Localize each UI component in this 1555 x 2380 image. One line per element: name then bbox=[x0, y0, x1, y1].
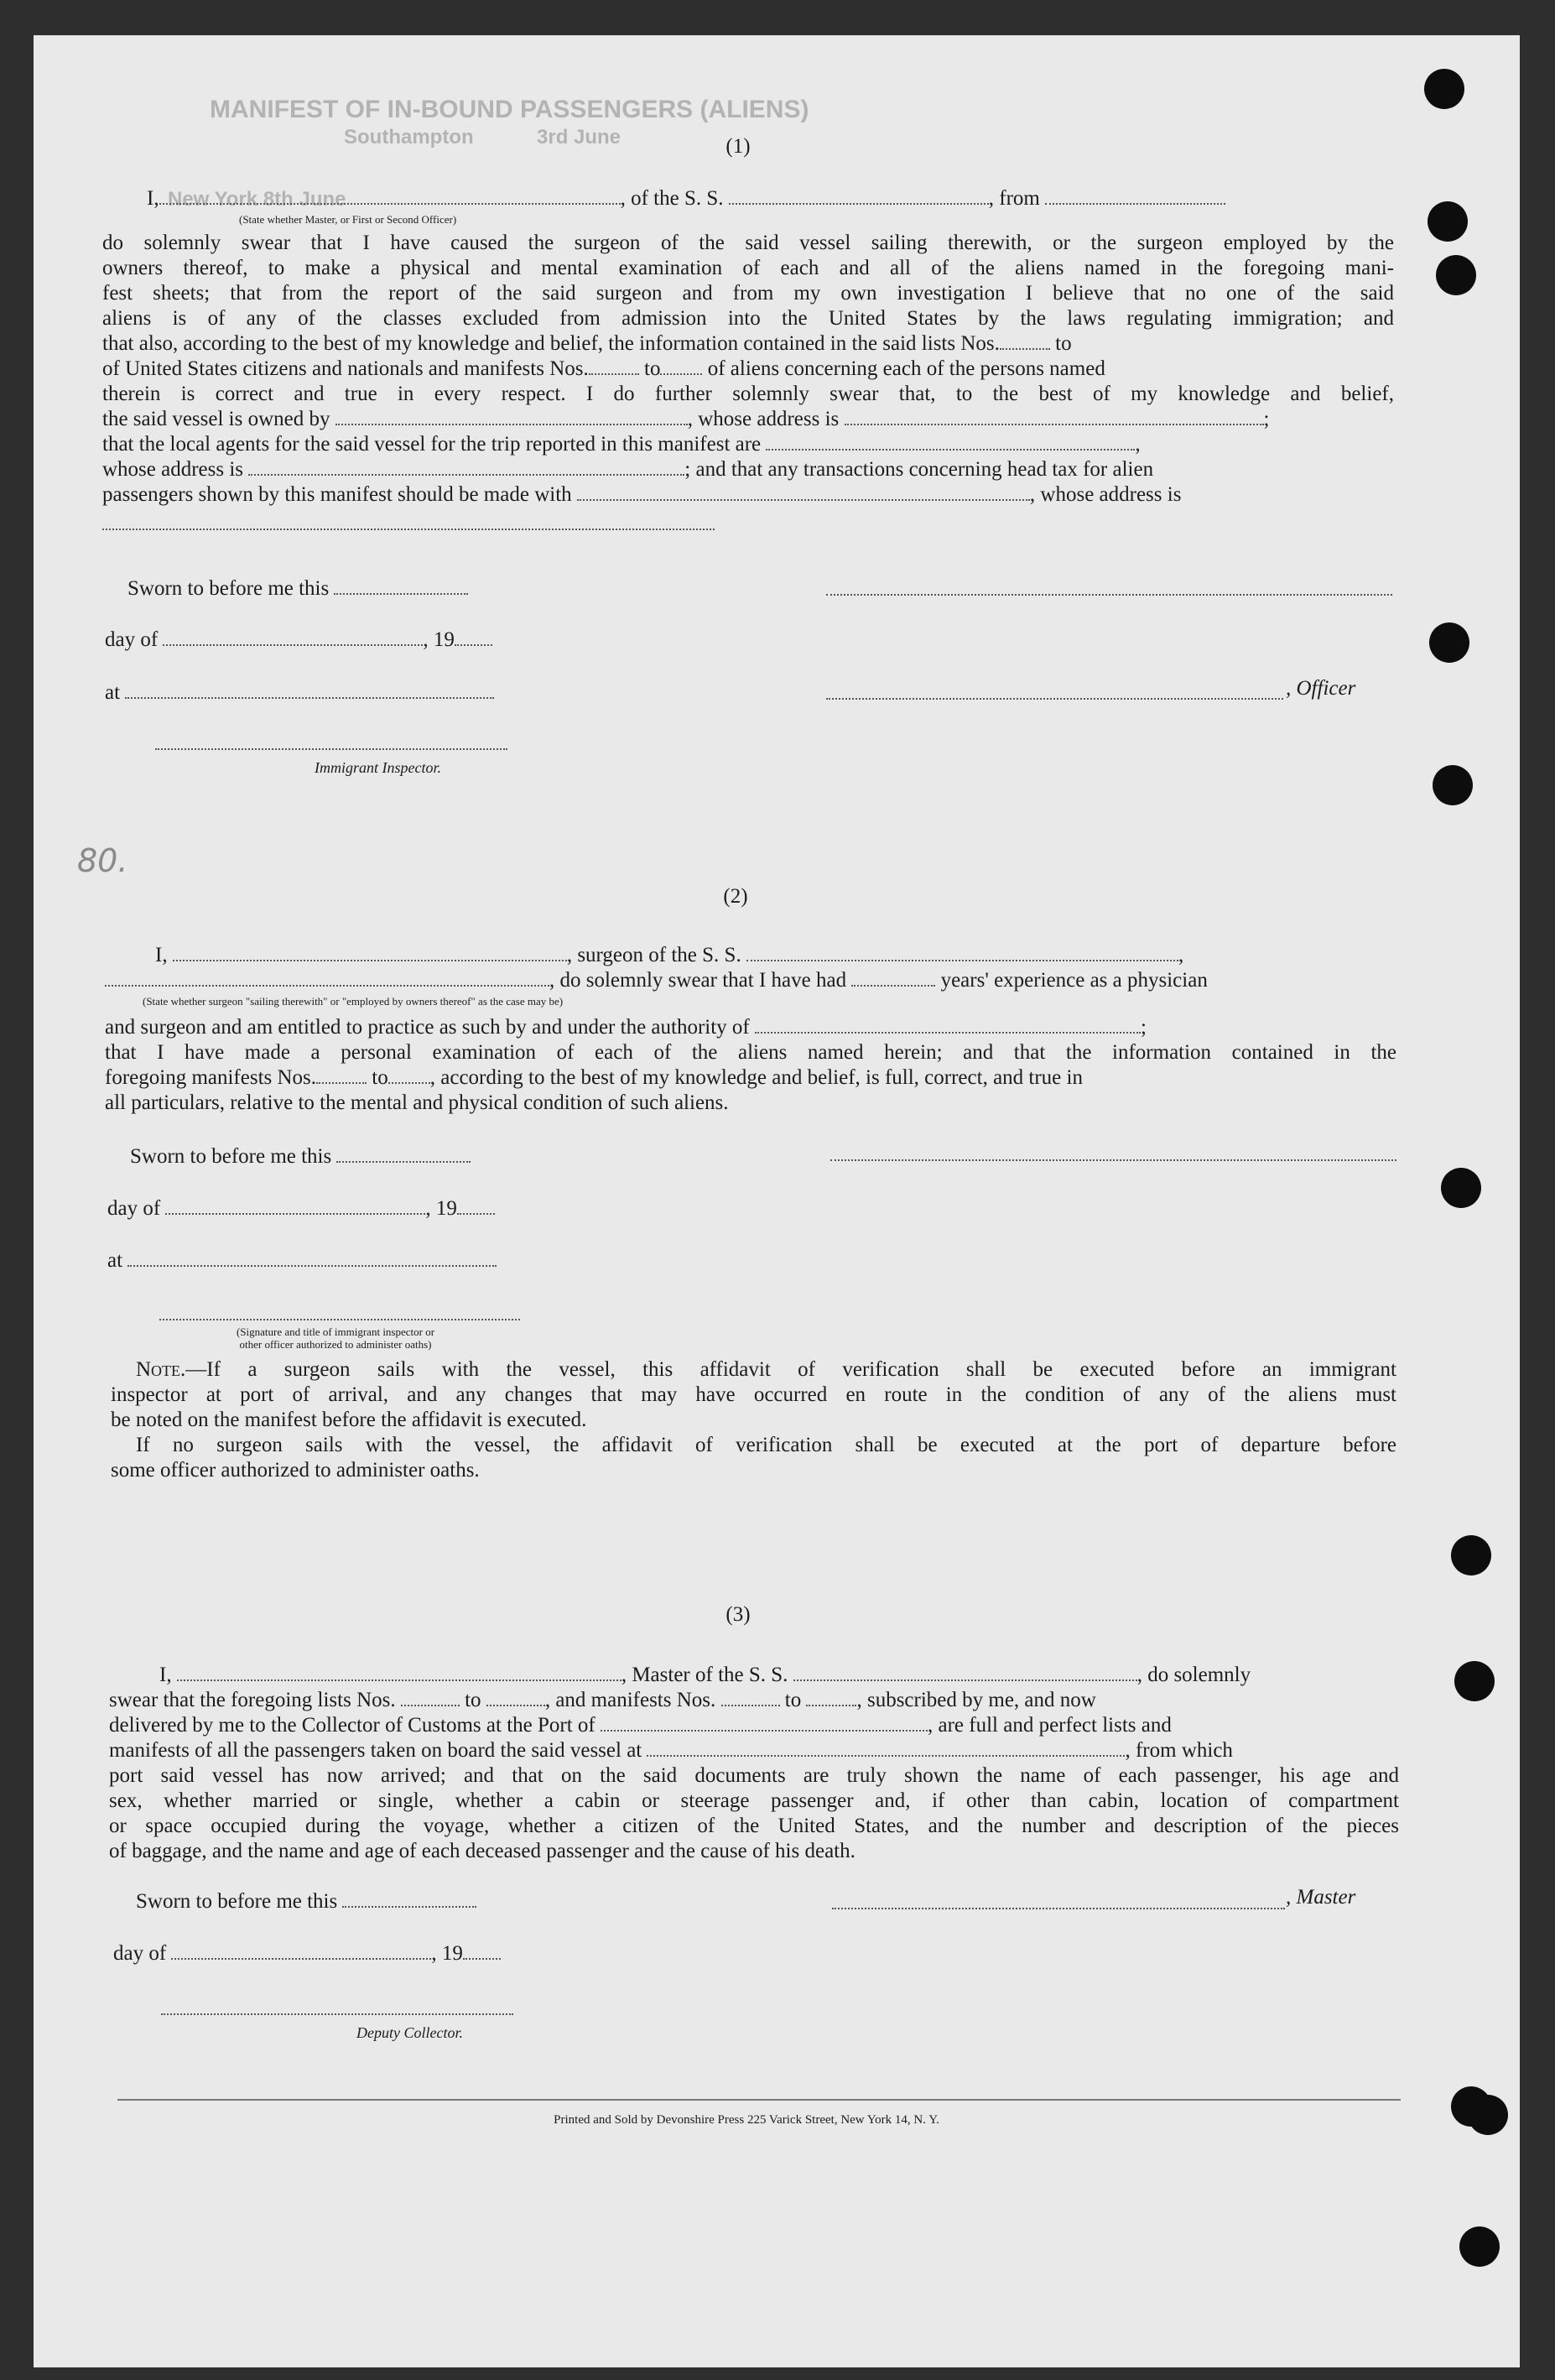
s2-paragraph-line: all particulars, relative to the mental and physical condition of such aliens. bbox=[105, 1091, 729, 1114]
s3-master-line bbox=[832, 1908, 1285, 1909]
footer-rule bbox=[117, 2099, 1401, 2101]
s1-paragraph-line: the said vessel is owned by , whose address is ; bbox=[102, 408, 1270, 430]
section-3-number: (3) bbox=[725, 1603, 751, 1626]
s2-signature-line-2 bbox=[159, 1319, 520, 1320]
s2-note-line: some officer authorized to administer oaths. bbox=[111, 1459, 480, 1482]
s3-day-label: day of , 19 bbox=[113, 1941, 501, 1966]
s1-paragraph-line: therein is correct and true in every respect. I do further solemnly swear that, to the best of my knowledge and belief, bbox=[102, 383, 1394, 405]
s3-master-label: , Master bbox=[1286, 1886, 1356, 1909]
s1-paragraph-line: whose address is ; and that any transactions concerning head tax for alien bbox=[102, 458, 1154, 481]
s3-paragraph-line: manifests of all the passengers taken on board the said vessel at , from which bbox=[109, 1739, 1233, 1762]
s1-paragraph-line: passengers shown by this manifest should be made with , whose address is bbox=[102, 483, 1182, 506]
form-page bbox=[34, 35, 1520, 2367]
s2-sig-caption: (Signature and title of immigrant inspector or bbox=[236, 1325, 435, 1338]
s1-line-1: I, , of the S. S. , from bbox=[147, 186, 1225, 211]
s1-caption: (State whether Master, or First or Second Officer) bbox=[239, 213, 457, 226]
s2-paragraph-line: and surgeon and am entitled to practice as such by and under the authority of ; bbox=[105, 1016, 1147, 1039]
bleed-through-title: MANIFEST OF IN-BOUND PASSENGERS (ALIENS) bbox=[210, 96, 809, 123]
s2-line-1: I, , surgeon of the S. S. , bbox=[155, 944, 1184, 966]
s2-day-label: day of , 19 bbox=[107, 1196, 495, 1221]
s3-deputy-line bbox=[161, 2013, 513, 2015]
s1-paragraph-line: owners thereof, to make a physical and mental examination of each and all of the aliens named in the foregoing mani- bbox=[102, 257, 1394, 279]
s1-inspector-line bbox=[155, 748, 507, 750]
s1-paragraph-line: of United States citizens and nationals and manifests Nos. to of aliens concerning each of the persons named bbox=[102, 357, 1105, 380]
s3-paragraph-line: port said vessel has now arrived; and that on the said documents are truly shown the name of each passenger, his age and bbox=[109, 1764, 1399, 1787]
s2-sworn-label: Sworn to before me this bbox=[130, 1144, 471, 1169]
s1-officer-line bbox=[826, 698, 1283, 700]
s1-officer-label: , Officer bbox=[1286, 677, 1356, 700]
s3-paragraph-line: or space occupied during the voyage, whether a citizen of the United States, and the number and description of the pieces bbox=[109, 1815, 1399, 1837]
s3-paragraph-line: swear that the foregoing lists Nos. to , and manifests Nos. to , subscribed by me, and now bbox=[109, 1689, 1096, 1711]
punch-hole bbox=[1441, 1168, 1481, 1208]
punch-hole bbox=[1436, 255, 1476, 295]
s2-signature-line bbox=[830, 1159, 1396, 1161]
s2-note-line: inspector at port of arrival, and any changes that may have occurred en route in the condition of any of the aliens must bbox=[111, 1383, 1396, 1406]
s2-paragraph-line: foregoing manifests Nos. to , according to the best of my knowledge and belief, is full, correct, and true in bbox=[105, 1066, 1083, 1089]
s3-line-1: I, , Master of the S. S. , do solemnly bbox=[159, 1664, 1251, 1686]
punch-hole bbox=[1433, 765, 1473, 805]
pencil-note: 80. bbox=[77, 842, 128, 879]
section-1-number: (1) bbox=[725, 135, 751, 158]
s2-note-line: Note.—If a surgeon sails with the vessel, this affidavit of verification shall be executed before an immigrant bbox=[136, 1358, 1396, 1381]
s1-paragraph-line: do solemnly swear that I have caused the surgeon of the said vessel sailing therewith, or the surgeon employed by the bbox=[102, 232, 1394, 254]
section-2-number: (2) bbox=[723, 885, 748, 908]
s3-deputy-label: Deputy Collector. bbox=[356, 2024, 463, 2041]
s2-at-label: at bbox=[107, 1248, 497, 1273]
punch-hole bbox=[1468, 2095, 1508, 2135]
s1-signature-line bbox=[826, 594, 1392, 596]
s1-day-label: day of , 19 bbox=[105, 628, 492, 653]
s1-blank-line bbox=[102, 529, 715, 530]
s2-sig-caption: other officer authorized to administer oaths) bbox=[239, 1338, 432, 1351]
s1-at-label: at bbox=[105, 680, 494, 706]
bleed-through-arrival: New York 8th June bbox=[168, 188, 346, 211]
punch-hole bbox=[1428, 201, 1468, 242]
s1-paragraph-line: that also, according to the best of my knowledge and belief, the information contained in the said lists Nos. to bbox=[102, 332, 1072, 355]
s2-caption: (State whether surgeon "sailing therewith" or "employed by owners thereof" as the case may be) bbox=[143, 995, 564, 1008]
punch-hole bbox=[1459, 2226, 1500, 2267]
s2-note-line: be noted on the manifest before the affidavit is executed. bbox=[111, 1409, 587, 1431]
bleed-through-port: Southampton bbox=[344, 126, 474, 148]
s2-note-line: If no surgeon sails with the vessel, the affidavit of verification shall be executed at the port of departure before bbox=[136, 1434, 1396, 1456]
punch-hole bbox=[1454, 1661, 1495, 1701]
s1-sworn-label: Sworn to before me this bbox=[127, 576, 468, 602]
punch-hole bbox=[1451, 1535, 1491, 1575]
s3-paragraph-line: sex, whether married or single, whether a cabin or steerage passenger and, if other than cabin, location of compartment bbox=[109, 1789, 1399, 1812]
s3-paragraph-line: of baggage, and the name and age of each deceased passenger and the cause of his death. bbox=[109, 1840, 856, 1862]
s2-paragraph-line: that I have made a personal examination of each of the aliens named herein; and that the information contained in the bbox=[105, 1041, 1396, 1064]
s1-paragraph-line: that the local agents for the said vessel for the trip reported in this manifest are , bbox=[102, 433, 1141, 456]
s3-paragraph-line: delivered by me to the Collector of Customs at the Port of , are full and perfect lists and bbox=[109, 1714, 1172, 1737]
s3-sworn-label: Sworn to before me this bbox=[136, 1889, 476, 1914]
s2-line-2: , do solemnly swear that I have had years' experience as a physician bbox=[105, 968, 1208, 993]
punch-hole bbox=[1424, 69, 1464, 109]
s1-paragraph-line: fest sheets; that from the report of the said surgeon and from my own investigation I believe that no one of the said bbox=[102, 282, 1394, 305]
printer-footer: Printed and Sold by Devonshire Press 225 Varick Street, New York 14, N. Y. bbox=[554, 2113, 939, 2127]
s1-paragraph-line: aliens is of any of the classes excluded from admission into the United States by the laws regulating immigration; and bbox=[102, 307, 1394, 330]
punch-hole bbox=[1429, 622, 1469, 663]
bleed-through-date: 3rd June bbox=[537, 126, 621, 148]
s1-inspector-label: Immigrant Inspector. bbox=[315, 759, 441, 776]
